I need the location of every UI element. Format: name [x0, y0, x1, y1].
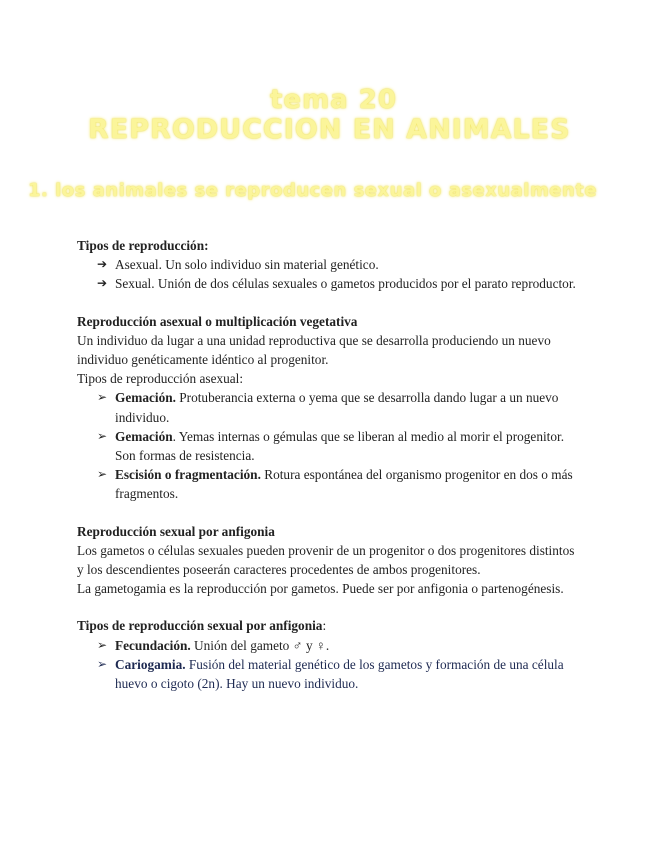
asexual-heading: Reproducción asexual o multiplicación vegetativa — [77, 313, 358, 329]
list-item-term: Escisión o fragmentación. — [115, 467, 261, 483]
list-item — [77, 388, 577, 426]
triangle-bullet-icon: ➢ — [97, 656, 108, 671]
list-item-text: Asexual. Un solo individuo sin material genético. — [115, 257, 379, 273]
list-item — [77, 465, 577, 503]
list-item-text: Sexual. Unión de dos células sexuales o gametos producidos por el parato reproductor. — [115, 276, 576, 292]
tipos-sexual-heading-colon: : — [322, 618, 327, 634]
list-item — [77, 655, 577, 693]
document-body — [77, 236, 577, 693]
tipos-list — [77, 255, 577, 293]
list-item-text: . Yemas internas o gémulas que se liberan al medio al morir el progenitor. Son formas de resistencia. — [115, 428, 565, 464]
asexual-paragraph: Un individuo da lugar a una unidad reproductiva que se desarrolla produciendo un nuevo individuo genéticamente idéntico al progenitor. — [77, 332, 551, 368]
sexual-paragraph-1: Los gametos o células sexuales pueden provenir de un progenitor o dos progenitores distintos y los descendientes poseerán caracteres procedentes de ambos progenitores. — [77, 542, 575, 578]
list-item-text: Rotura espontánea del organismo progenitor en dos o más fragmentos. — [115, 467, 573, 502]
triangle-bullet-icon: ➢ — [97, 390, 108, 405]
list-item-term: Cariogamia. — [115, 656, 186, 672]
list-item — [77, 255, 577, 274]
list-item-text: Unión del gameto ♂ y ♀. — [190, 637, 330, 653]
list-item-text: Fusión del material genético de los gametos y formación de una célula huevo o cigoto (2n). Hay un nuevo individuo. — [115, 656, 564, 692]
tipos-sexual-heading — [77, 616, 577, 635]
list-item-text: Protuberancia externa o yema que se desarrolla dando lugar a un nuevo individuo. — [115, 390, 559, 425]
arrow-bullet-icon: ➔ — [97, 276, 108, 291]
triangle-bullet-icon: ➢ — [97, 637, 108, 652]
triangle-bullet-icon: ➢ — [97, 467, 108, 482]
list-item — [77, 636, 577, 655]
asexual-types-list — [77, 388, 577, 503]
arrow-bullet-icon: ➔ — [97, 257, 108, 272]
list-item — [77, 274, 577, 293]
title-topic-number: tema 20 — [270, 85, 397, 115]
tipos-sexual-heading-text: Tipos de reproducción sexual por anfigonia — [77, 618, 323, 634]
list-item-term: Gemación — [115, 428, 173, 444]
sexual-types-list — [77, 636, 577, 694]
section-heading: 1. los animales se reproducen sexual o asexualmente — [28, 180, 598, 201]
tipos-heading: Tipos de reproducción: — [77, 238, 209, 253]
list-item-term: Gemación. — [115, 390, 176, 406]
title-topic-name: REPRODUCCION EN ANIMALES — [88, 114, 571, 145]
list-item — [77, 427, 577, 465]
triangle-bullet-icon: ➢ — [97, 428, 108, 443]
sexual-paragraph-2: La gametogamia es la reproducción por gametos. Puede ser por anfigonia o partenogénesis. — [77, 581, 564, 597]
sexual-heading: Reproducción sexual por anfigonia — [77, 523, 275, 539]
list-item-term: Fecundación. — [115, 637, 191, 653]
asexual-subheading: Tipos de reproducción asexual: — [77, 371, 244, 387]
